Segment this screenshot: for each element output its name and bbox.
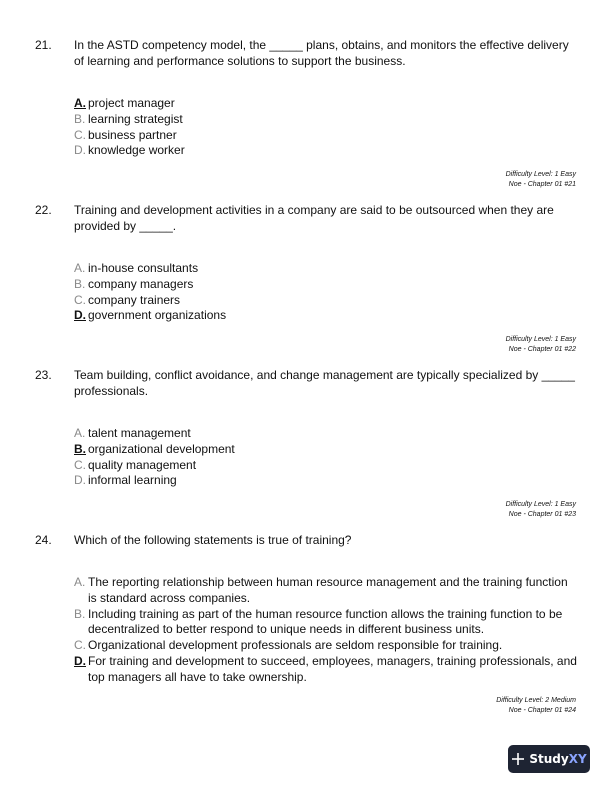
option-text: Organizational development professionals are seldom responsible for training. <box>88 638 503 653</box>
option-a <box>74 96 579 112</box>
options-list <box>74 426 579 489</box>
badge-label <box>529 752 586 766</box>
question-meta <box>506 335 576 355</box>
option-text: The reporting relationship between human resource management and the training function is standard across companies. <box>88 575 568 605</box>
option-letter: D. <box>74 653 86 668</box>
question-meta <box>506 170 576 190</box>
source-reference: Noe - Chapter 01 #21 <box>508 181 576 188</box>
difficulty-level: Difficulty Level: 1 Easy <box>505 336 576 343</box>
options-list <box>74 261 579 324</box>
option-letter: A. <box>74 426 86 440</box>
option-a <box>74 426 579 442</box>
badge-brand: Study <box>529 752 569 766</box>
option-d <box>74 308 579 324</box>
options-list <box>74 96 579 159</box>
option-a <box>74 575 579 607</box>
question-stem: Training and development activities in a company are said to be outsourced when they are provided by _____. <box>74 203 554 233</box>
option-text: project manager <box>88 96 175 110</box>
option-a <box>74 261 579 277</box>
option-text: Including training as part of the human resource function allows the training function to be decentralized to better respond to unique needs in different business units. <box>88 606 563 637</box>
option-d <box>74 143 579 159</box>
option-letter: B. <box>74 276 86 291</box>
source-reference: Noe - Chapter 01 #22 <box>508 346 576 353</box>
option-d <box>74 473 579 489</box>
option-letter: A. <box>74 261 86 275</box>
question-meta <box>506 500 576 520</box>
option-b <box>74 112 579 128</box>
option-text: in-house consultants <box>88 261 199 275</box>
difficulty-level: Difficulty Level: 1 Easy <box>505 501 576 508</box>
option-c <box>74 128 579 144</box>
source-reference: Noe - Chapter 01 #24 <box>508 707 576 714</box>
option-text: informal learning <box>88 473 177 488</box>
option-c <box>74 458 579 474</box>
badge-accent: XY <box>568 752 587 766</box>
option-text: business partner <box>88 127 177 142</box>
option-letter: C. <box>74 457 86 472</box>
question-number: 21. <box>35 38 52 52</box>
question-number: 24. <box>35 533 52 547</box>
option-b <box>74 277 579 293</box>
option-letter: C. <box>74 292 86 307</box>
option-letter: D. <box>74 143 86 158</box>
option-c <box>74 293 579 309</box>
option-text: organizational development <box>88 441 235 456</box>
option-text: For training and development to succeed, employees, managers, training professionals, and top managers all have to take ownership. <box>88 653 577 684</box>
difficulty-level: Difficulty Level: 1 Easy <box>505 171 576 178</box>
option-text: talent management <box>88 426 191 440</box>
option-text: company trainers <box>88 292 181 307</box>
option-letter: A. <box>74 575 86 589</box>
plus-icon <box>511 752 525 766</box>
option-text: quality management <box>88 457 197 472</box>
option-letter: C. <box>74 638 86 653</box>
option-text: knowledge worker <box>88 143 185 158</box>
option-text: company managers <box>88 276 194 291</box>
question-number: 23. <box>35 368 52 382</box>
option-c <box>74 638 579 654</box>
option-text: government organizations <box>88 308 227 323</box>
options-list <box>74 575 579 686</box>
option-letter: A. <box>74 96 86 110</box>
question-stem: In the ASTD competency model, the _____ plans, obtains, and monitors the effective delivery of learning and performance solutions to support the business. <box>74 38 569 68</box>
studyxy-badge[interactable] <box>508 745 590 773</box>
option-letter: B. <box>74 606 86 621</box>
option-letter: B. <box>74 441 86 456</box>
source-reference: Noe - Chapter 01 #23 <box>508 511 576 518</box>
option-letter: D. <box>74 308 86 323</box>
question-stem: Team building, conflict avoidance, and change management are typically specialized by _____ professionals. <box>74 368 575 398</box>
option-letter: D. <box>74 473 86 488</box>
question-stem: Which of the following statements is true of training? <box>74 533 352 547</box>
option-d <box>74 654 579 686</box>
option-b <box>74 607 579 639</box>
option-b <box>74 442 579 458</box>
question-meta <box>496 696 576 716</box>
option-text: learning strategist <box>88 111 183 126</box>
difficulty-level: Difficulty Level: 2 Medium <box>496 697 576 704</box>
question-number: 22. <box>35 203 52 217</box>
option-letter: C. <box>74 127 86 142</box>
option-letter: B. <box>74 111 86 126</box>
